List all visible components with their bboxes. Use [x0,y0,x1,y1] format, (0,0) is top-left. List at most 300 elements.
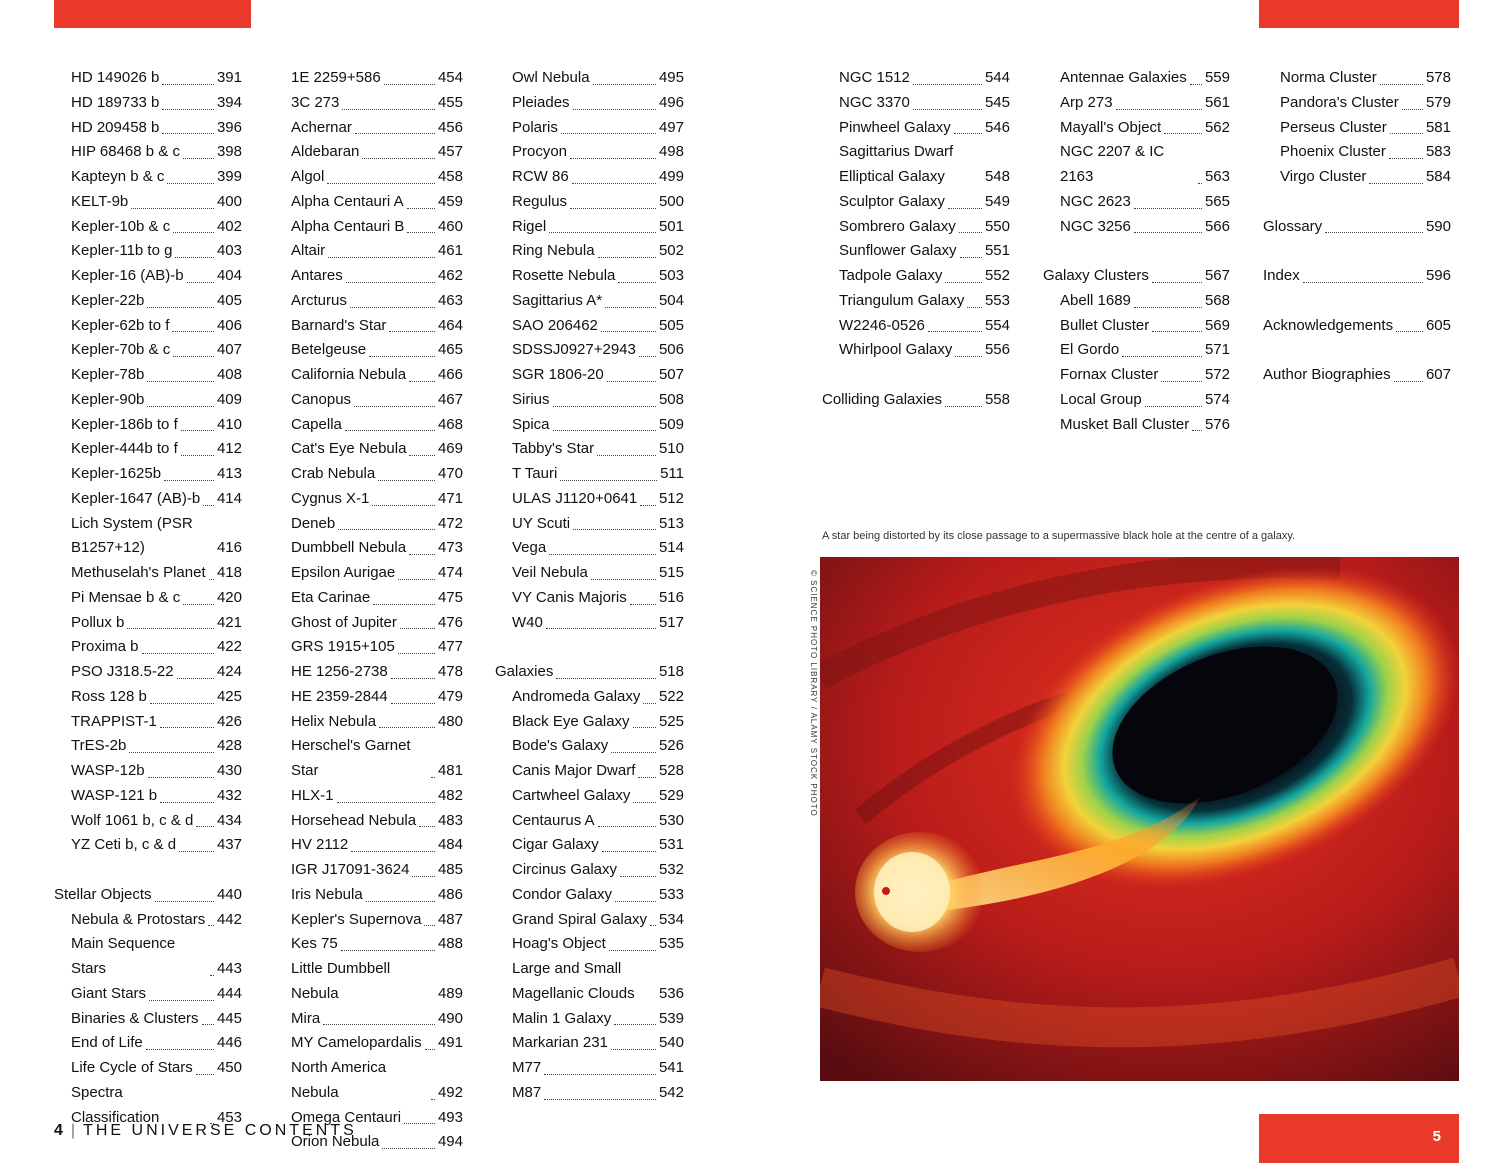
toc-entry[interactable] [54,289,242,314]
toc-entry[interactable] [54,932,242,982]
dot-leader [546,628,656,629]
toc-entry-title: Ghost of Jupiter [291,613,397,631]
toc-entry[interactable] [822,91,1010,116]
toc-entry-title: Triangulum Galaxy [839,291,965,309]
footer-divider: | [70,1122,76,1139]
dot-leader [959,232,982,233]
toc-entry[interactable] [495,190,684,215]
toc-entry-title: Orion Nebula [291,1133,380,1151]
toc-section-heading[interactable] [291,413,463,438]
toc-entry[interactable] [495,462,684,487]
toc-entry[interactable] [822,116,1010,141]
dot-leader [605,307,656,308]
toc-section-heading[interactable] [822,388,1010,413]
toc-entry-title: HD 209458 b [71,118,160,136]
toc-section-heading[interactable] [291,957,463,1007]
toc-entry[interactable] [54,586,242,611]
toc-page-number: 459 [437,192,463,210]
toc-entry[interactable] [495,388,684,413]
toc-entry-title: WASP-121 b [71,786,158,804]
dot-leader [928,331,982,332]
toc-entry-title: WASP-12b [71,762,145,779]
toc-entry-title: W40 [512,613,543,631]
toc-page-number: 576 [1204,415,1230,433]
toc-entry[interactable] [54,487,242,512]
toc-entry-title: Alpha Centauri B [291,217,405,235]
toc-entry[interactable] [54,759,242,784]
toc-section-heading[interactable] [54,883,242,908]
toc-section-heading[interactable] [1263,363,1451,388]
toc-entry[interactable] [495,536,684,561]
toc-entry[interactable] [495,1007,684,1032]
toc-page-number: 434 [216,811,242,829]
toc-entry[interactable] [54,116,242,141]
toc-entry[interactable] [495,487,684,512]
toc-entry[interactable] [495,215,684,240]
toc-page-number: 420 [216,588,242,606]
toc-section-heading[interactable] [291,635,463,660]
toc-entry-title: 3C 273 [291,93,340,111]
toc-page-number: 466 [437,366,463,383]
toc-page-number: 425 [216,687,242,705]
dot-leader [1164,133,1202,134]
toc-section-heading[interactable] [291,561,463,586]
toc-entry[interactable] [54,165,242,190]
dot-leader [210,975,214,976]
toc-entry-title: TRAPPIST-1 [71,712,157,730]
toc-section-heading[interactable] [291,536,463,561]
toc-page-number: 549 [984,192,1010,210]
toc-section-heading[interactable] [291,66,463,91]
toc-section-heading[interactable] [291,91,463,116]
dot-leader [1134,208,1202,209]
dot-leader [650,925,656,926]
toc-entry-title: Fornax Cluster [1060,366,1159,383]
toc-page-number: 605 [1425,316,1451,334]
toc-section-heading[interactable] [291,437,463,462]
toc-page-number: 504 [658,291,684,309]
toc-entry-title: Achernar [291,118,352,136]
dot-leader [573,109,656,110]
toc-entry-title: Kepler-22b [71,291,145,309]
toc-section-heading[interactable] [291,116,463,141]
toc-entry-title: Rigel [512,217,547,235]
toc-page-number: 455 [437,93,463,111]
toc-page-number: 510 [658,440,684,458]
toc-entry-title: Aldebaran [291,143,360,161]
toc-section-heading[interactable] [291,809,463,834]
toc-entry[interactable] [495,957,684,1007]
toc-entry[interactable] [54,413,242,438]
left-top-tab [54,0,251,28]
dot-leader [948,208,982,209]
toc-entry[interactable] [822,338,1010,363]
toc-page-number: 412 [216,440,242,458]
toc-section-heading[interactable] [291,1007,463,1032]
toc-entry[interactable] [495,759,684,784]
toc-entry-title: Pollux b [71,613,125,631]
toc-section-heading[interactable] [291,734,463,784]
toc-entry[interactable] [822,66,1010,91]
dot-leader [202,1024,214,1025]
toc-entry[interactable] [822,190,1010,215]
toc-entry[interactable] [1263,116,1451,141]
dot-leader [1390,133,1423,134]
toc-page-number: 492 [437,1083,463,1101]
toc-section-heading[interactable] [291,512,463,537]
toc-page-number: 522 [658,687,684,705]
toc-entry[interactable] [54,264,242,289]
toc-entry[interactable] [54,462,242,487]
toc-entry[interactable] [822,140,1010,190]
toc-entry[interactable] [1043,388,1230,413]
toc-entry[interactable] [495,363,684,388]
toc-section-heading[interactable] [291,908,463,933]
toc-entry[interactable] [495,140,684,165]
toc-section-heading[interactable] [1043,264,1230,289]
toc-entry[interactable] [1043,363,1230,388]
toc-page-number: 554 [984,316,1010,334]
toc-page-number: 408 [216,366,242,383]
toc-entry-title: Kepler-10b & c [71,217,171,235]
toc-entry-title: Regulus [512,192,568,210]
toc-entry[interactable] [54,437,242,462]
toc-entry[interactable] [54,833,242,858]
toc-section-heading[interactable] [291,215,463,240]
toc-section-heading[interactable] [291,338,463,363]
toc-entry[interactable] [54,611,242,636]
toc-entry[interactable] [54,363,242,388]
toc-section-heading[interactable] [291,1056,463,1106]
toc-entry[interactable] [54,982,242,1007]
dot-leader [378,480,435,481]
toc-entry[interactable] [1043,314,1230,339]
toc-entry[interactable] [54,512,242,562]
toc-section-heading[interactable] [291,685,463,710]
toc-entry-title: Kepler-78b [71,366,145,383]
toc-section-heading[interactable] [291,660,463,685]
toc-entry[interactable] [1263,140,1451,165]
toc-entry[interactable] [1043,91,1230,116]
toc-entry[interactable] [822,215,1010,240]
toc-entry[interactable] [54,908,242,933]
dot-leader [1325,232,1423,233]
toc-entry[interactable] [1043,215,1230,240]
dot-leader [424,925,435,926]
toc-page-number: 406 [216,316,242,334]
toc-page-number: 546 [984,118,1010,136]
toc-entry[interactable] [822,239,1010,264]
toc-page-number: 407 [216,341,242,359]
dot-leader [601,331,656,332]
toc-entry[interactable] [54,1031,242,1056]
toc-page-number: 571 [1204,341,1230,359]
toc-page-number: 432 [216,786,242,804]
toc-entry[interactable] [495,586,684,611]
dot-leader [173,232,214,233]
toc-entry[interactable] [495,66,684,91]
dot-leader [148,777,214,778]
toc-page-number: 558 [984,390,1010,408]
toc-entry[interactable] [495,908,684,933]
toc-page-number: 590 [1425,217,1451,235]
toc-section-heading[interactable] [291,140,463,165]
left-page-number: 4 [54,1122,63,1139]
toc-section-heading[interactable] [291,314,463,339]
toc-page-number: 569 [1204,316,1230,334]
toc-section-heading[interactable] [291,239,463,264]
toc-section-heading[interactable] [495,660,684,685]
toc-page-number: 507 [658,366,684,383]
toc-entry[interactable] [1043,140,1230,190]
right-page-tab [1259,1114,1459,1163]
toc-page-number: 461 [437,242,463,260]
toc-section-heading[interactable] [291,363,463,388]
toc-entry[interactable] [1043,338,1230,363]
toc-page-number: 479 [437,687,463,705]
toc-entry[interactable] [495,512,684,537]
toc-entry[interactable] [54,239,242,264]
dot-leader [372,505,435,506]
toc-page-number: 396 [216,118,242,136]
toc-entry[interactable] [822,264,1010,289]
dot-leader [593,84,656,85]
toc-entry[interactable] [1043,190,1230,215]
toc-entry[interactable] [495,1031,684,1056]
toc-page-number: 530 [658,811,684,829]
toc-entry[interactable] [54,685,242,710]
dot-leader [618,282,656,283]
photo-credit [806,570,820,817]
toc-entry-title: Algol [291,168,325,185]
dot-leader [1402,109,1423,110]
toc-page-number: 467 [437,390,463,408]
toc-section-heading[interactable] [291,190,463,215]
toc-entry[interactable] [54,710,242,735]
toc-page-number: 442 [216,910,242,928]
toc-entry[interactable] [495,685,684,710]
toc-page-number: 531 [658,836,684,854]
toc-entry-title: Author Biographies [1263,366,1391,383]
toc-page-number: 486 [437,885,463,903]
toc-page-number: 505 [658,316,684,334]
toc-section-heading[interactable] [291,858,463,883]
toc-page-number: 491 [437,1034,463,1052]
dot-leader [373,604,435,605]
toc-entry[interactable] [495,314,684,339]
toc-entry[interactable] [54,635,242,660]
toc-entry[interactable] [54,388,242,413]
toc-entry-title: Kepler's Supernova [291,910,422,928]
toc-entry-title: Kepler-1647 (AB)-b [71,489,201,507]
toc-entry[interactable] [495,413,684,438]
toc-page-number: 533 [658,885,684,903]
toc-page-number: 563 [1204,168,1230,185]
toc-entry-title: Crab Nebula [291,465,376,482]
toc-entry[interactable] [495,91,684,116]
dot-leader [183,158,214,159]
toc-entry[interactable] [495,239,684,264]
toc-entry[interactable] [495,710,684,735]
dot-leader [419,826,435,827]
toc-entry[interactable] [495,611,684,636]
toc-entry-title: HLX-1 [291,786,334,804]
right-top-tab [1259,0,1459,28]
dot-leader [1116,109,1202,110]
section-gap [54,858,242,883]
toc-entry-title: Cartwheel Galaxy [512,786,631,804]
toc-entry-title: Giant Stars [71,984,147,1002]
dot-leader [391,678,435,679]
toc-entry[interactable] [495,883,684,908]
toc-page-number: 525 [658,712,684,730]
toc-section-heading[interactable] [291,388,463,413]
toc-entry[interactable] [54,338,242,363]
toc-entry-title: Polaris [512,118,558,136]
toc-section-heading[interactable] [291,264,463,289]
toc-section-heading[interactable] [291,462,463,487]
toc-section-heading[interactable] [291,932,463,957]
dot-leader [1145,406,1202,407]
toc-entry[interactable] [54,1056,242,1081]
toc-entry[interactable] [495,338,684,363]
toc-entry[interactable] [495,561,684,586]
toc-section-heading[interactable] [291,487,463,512]
toc-entry[interactable] [495,734,684,759]
dot-leader [346,282,435,283]
toc-page-number: 477 [437,638,463,656]
toc-page-number: 534 [658,910,684,928]
dot-leader [208,925,214,926]
toc-entry[interactable] [1263,66,1451,91]
toc-section-heading[interactable] [1263,314,1451,339]
toc-entry-title: HV 2112 [291,836,349,854]
toc-section-heading[interactable] [291,611,463,636]
toc-page-number: 462 [437,267,463,284]
toc-section-heading[interactable] [291,165,463,190]
toc-entry[interactable] [1043,116,1230,141]
toc-section-heading[interactable] [291,289,463,314]
toc-entry[interactable] [495,809,684,834]
dot-leader [366,901,435,902]
toc-page-number: 475 [437,588,463,606]
toc-entry[interactable] [822,314,1010,339]
toc-entry[interactable] [54,809,242,834]
toc-entry[interactable] [54,190,242,215]
toc-section-heading[interactable] [291,883,463,908]
dot-leader [1380,84,1423,85]
toc-entry[interactable] [495,1081,684,1106]
toc-entry[interactable] [54,215,242,240]
dot-leader [544,1074,656,1075]
toc-entry-title: Sagittarius A* [512,291,603,309]
toc-page-number: 561 [1204,93,1230,111]
toc-page-number: 494 [437,1133,463,1151]
section-gap [1263,239,1451,264]
dot-leader [162,84,214,85]
dot-leader [142,653,214,654]
toc-entry[interactable] [54,66,242,91]
dot-leader [1134,232,1202,233]
toc-entry-title: HD 189733 b [71,93,160,111]
toc-entry[interactable] [54,140,242,165]
toc-section-heading[interactable] [291,586,463,611]
toc-entry[interactable] [495,1056,684,1081]
toc-entry-title: Bode's Galaxy [512,737,609,755]
toc-section-heading[interactable] [291,784,463,809]
toc-page-number: 584 [1425,168,1451,185]
toc-section-heading[interactable] [1263,264,1451,289]
dot-leader [607,381,656,382]
toc-entry[interactable] [495,833,684,858]
toc-page-number: 583 [1425,143,1451,161]
toc-entry[interactable] [495,784,684,809]
toc-entry[interactable] [495,932,684,957]
toc-section-heading[interactable] [291,833,463,858]
toc-entry[interactable] [54,734,242,759]
toc-entry[interactable] [54,1007,242,1032]
toc-entry-title: Horsehead Nebula [291,811,417,829]
toc-entry[interactable] [495,264,684,289]
dot-leader [369,356,435,357]
toc-entry[interactable] [495,165,684,190]
dot-leader [553,406,656,407]
toc-page-number: 548 [984,168,1010,185]
toc-entry[interactable] [54,91,242,116]
toc-entry[interactable] [495,116,684,141]
toc-section-heading[interactable] [1263,215,1451,240]
toc-page-number: 542 [658,1083,684,1101]
toc-page-number: 512 [658,489,684,507]
toc-entry-title: Antares [291,267,343,284]
toc-section-heading[interactable] [291,710,463,735]
dot-leader [345,430,435,431]
toc-entry[interactable] [1263,91,1451,116]
toc-entry[interactable] [1043,413,1230,438]
toc-entry[interactable] [54,314,242,339]
toc-page-number: 502 [658,242,684,260]
section-gap [1043,239,1230,264]
toc-entry-title: SGR 1806-20 [512,366,604,383]
black-hole-illustration [820,557,1459,1081]
toc-entry-title: Methuselah's Planet [71,564,206,581]
toc-page-number: 528 [658,762,684,779]
toc-entry-title: MY Camelopardalis [291,1034,422,1052]
dot-leader [181,455,214,456]
toc-entry[interactable] [1043,289,1230,314]
toc-entry[interactable] [495,858,684,883]
toc-page-number: 465 [437,341,463,359]
dot-leader [614,1024,656,1025]
dot-leader [1369,183,1423,184]
toc-section-heading[interactable] [291,1031,463,1056]
toc-entry-title: Kepler-1625b [71,465,162,482]
dot-leader [162,109,214,110]
toc-entry[interactable] [54,784,242,809]
dot-leader [643,703,656,704]
toc-entry[interactable] [495,437,684,462]
toc-entry-title: Wolf 1061 b, c & d [71,811,194,829]
toc-entry-title: Barnard's Star [291,316,387,334]
toc-entry[interactable] [1043,66,1230,91]
toc-entry-title: Index [1263,267,1300,284]
toc-entry[interactable] [822,289,1010,314]
toc-entry[interactable] [54,660,242,685]
toc-entry[interactable] [1263,165,1451,190]
toc-entry[interactable] [495,289,684,314]
toc-entry[interactable] [54,561,242,586]
toc-entry-title: Canis Major Dwarf [512,762,636,779]
